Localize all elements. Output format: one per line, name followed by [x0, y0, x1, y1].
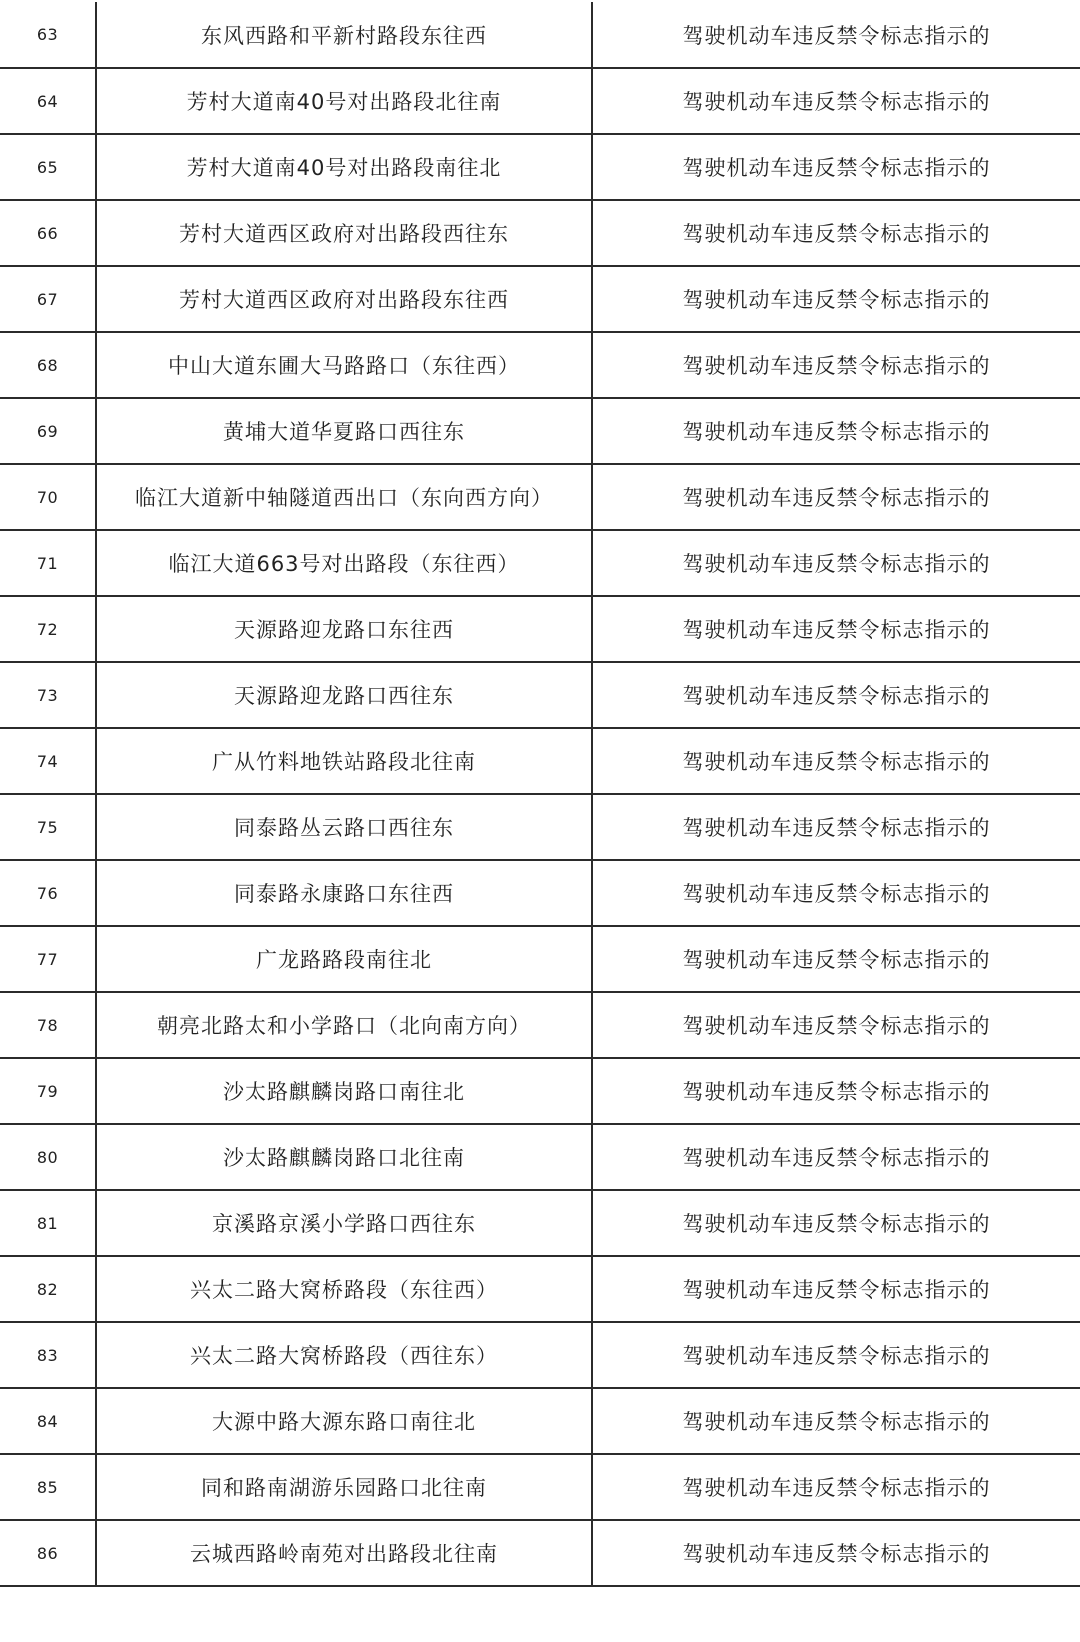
table-row: [0, 266, 1080, 332]
row-number-cell: 84: [0, 1388, 96, 1454]
location-cell: 东风西路和平新村路段东往西: [96, 2, 592, 68]
table-body: [0, 2, 1080, 1586]
table-row: [0, 992, 1080, 1058]
table-row: [0, 1388, 1080, 1454]
location-cell: 芳村大道南40号对出路段北往南: [96, 68, 592, 134]
row-number-cell: 73: [0, 662, 96, 728]
location-cell: 芳村大道南40号对出路段南往北: [96, 134, 592, 200]
row-number-cell: 78: [0, 992, 96, 1058]
row-number-cell: 76: [0, 860, 96, 926]
table-row: [0, 596, 1080, 662]
row-number-cell: 83: [0, 1322, 96, 1388]
violation-cell: 驾驶机动车违反禁令标志指示的: [592, 134, 1080, 200]
row-number-cell: 79: [0, 1058, 96, 1124]
location-cell: 沙太路麒麟岗路口南往北: [96, 1058, 592, 1124]
table-row: [0, 1322, 1080, 1388]
row-number-cell: 69: [0, 398, 96, 464]
table-row: [0, 464, 1080, 530]
violation-cell: 驾驶机动车违反禁令标志指示的: [592, 200, 1080, 266]
table-row: [0, 2, 1080, 68]
location-cell: 芳村大道西区政府对出路段东往西: [96, 266, 592, 332]
location-cell: 芳村大道西区政府对出路段西往东: [96, 200, 592, 266]
location-cell: 兴太二路大窝桥路段（西往东）: [96, 1322, 592, 1388]
violation-cell: 驾驶机动车违反禁令标志指示的: [592, 68, 1080, 134]
violation-cell: 驾驶机动车违反禁令标志指示的: [592, 992, 1080, 1058]
row-number-cell: 86: [0, 1520, 96, 1586]
location-cell: 同泰路永康路口东往西: [96, 860, 592, 926]
location-cell: 大源中路大源东路口南往北: [96, 1388, 592, 1454]
violation-cell: 驾驶机动车违反禁令标志指示的: [592, 464, 1080, 530]
table-row: [0, 728, 1080, 794]
location-cell: 云城西路岭南苑对出路段北往南: [96, 1520, 592, 1586]
location-cell: 京溪路京溪小学路口西往东: [96, 1190, 592, 1256]
location-cell: 临江大道新中轴隧道西出口（东向西方向）: [96, 464, 592, 530]
violation-cell: 驾驶机动车违反禁令标志指示的: [592, 1058, 1080, 1124]
location-cell: 沙太路麒麟岗路口北往南: [96, 1124, 592, 1190]
violation-locations-table: [0, 2, 1080, 1587]
row-number-cell: 70: [0, 464, 96, 530]
table-row: [0, 134, 1080, 200]
location-cell: 兴太二路大窝桥路段（东往西）: [96, 1256, 592, 1322]
location-cell: 临江大道663号对出路段（东往西）: [96, 530, 592, 596]
violation-cell: 驾驶机动车违反禁令标志指示的: [592, 332, 1080, 398]
row-number-cell: 75: [0, 794, 96, 860]
violation-cell: 驾驶机动车违反禁令标志指示的: [592, 2, 1080, 68]
table-row: [0, 1058, 1080, 1124]
location-cell: 天源路迎龙路口东往西: [96, 596, 592, 662]
violation-cell: 驾驶机动车违反禁令标志指示的: [592, 1520, 1080, 1586]
table-row: [0, 794, 1080, 860]
table-row: [0, 1124, 1080, 1190]
location-cell: 中山大道东圃大马路路口（东往西）: [96, 332, 592, 398]
violation-cell: 驾驶机动车违反禁令标志指示的: [592, 728, 1080, 794]
location-cell: 同泰路丛云路口西往东: [96, 794, 592, 860]
table-row: [0, 926, 1080, 992]
table-row: [0, 1520, 1080, 1586]
row-number-cell: 68: [0, 332, 96, 398]
table-row: [0, 662, 1080, 728]
row-number-cell: 65: [0, 134, 96, 200]
row-number-cell: 64: [0, 68, 96, 134]
location-cell: 同和路南湖游乐园路口北往南: [96, 1454, 592, 1520]
row-number-cell: 63: [0, 2, 96, 68]
row-number-cell: 81: [0, 1190, 96, 1256]
violation-cell: 驾驶机动车违反禁令标志指示的: [592, 794, 1080, 860]
location-cell: 广从竹料地铁站路段北往南: [96, 728, 592, 794]
violation-cell: 驾驶机动车违反禁令标志指示的: [592, 398, 1080, 464]
table-row: [0, 1454, 1080, 1520]
violation-cell: 驾驶机动车违反禁令标志指示的: [592, 926, 1080, 992]
row-number-cell: 80: [0, 1124, 96, 1190]
violation-cell: 驾驶机动车违反禁令标志指示的: [592, 662, 1080, 728]
location-cell: 黄埔大道华夏路口西往东: [96, 398, 592, 464]
violation-cell: 驾驶机动车违反禁令标志指示的: [592, 860, 1080, 926]
location-cell: 天源路迎龙路口西往东: [96, 662, 592, 728]
row-number-cell: 74: [0, 728, 96, 794]
table-row: [0, 860, 1080, 926]
row-number-cell: 85: [0, 1454, 96, 1520]
table-row: [0, 200, 1080, 266]
row-number-cell: 82: [0, 1256, 96, 1322]
violation-cell: 驾驶机动车违反禁令标志指示的: [592, 1454, 1080, 1520]
violation-cell: 驾驶机动车违反禁令标志指示的: [592, 596, 1080, 662]
location-cell: 朝亮北路太和小学路口（北向南方向）: [96, 992, 592, 1058]
row-number-cell: 72: [0, 596, 96, 662]
row-number-cell: 71: [0, 530, 96, 596]
violation-cell: 驾驶机动车违反禁令标志指示的: [592, 1190, 1080, 1256]
location-cell: 广龙路路段南往北: [96, 926, 592, 992]
violation-cell: 驾驶机动车违反禁令标志指示的: [592, 1124, 1080, 1190]
violation-cell: 驾驶机动车违反禁令标志指示的: [592, 266, 1080, 332]
row-number-cell: 67: [0, 266, 96, 332]
violation-cell: 驾驶机动车违反禁令标志指示的: [592, 1322, 1080, 1388]
table-row: [0, 68, 1080, 134]
violation-cell: 驾驶机动车违反禁令标志指示的: [592, 530, 1080, 596]
table-row: [0, 1190, 1080, 1256]
row-number-cell: 77: [0, 926, 96, 992]
table-row: [0, 332, 1080, 398]
violation-cell: 驾驶机动车违反禁令标志指示的: [592, 1256, 1080, 1322]
table-row: [0, 530, 1080, 596]
table-row: [0, 398, 1080, 464]
violation-cell: 驾驶机动车违反禁令标志指示的: [592, 1388, 1080, 1454]
table-row: [0, 1256, 1080, 1322]
row-number-cell: 66: [0, 200, 96, 266]
